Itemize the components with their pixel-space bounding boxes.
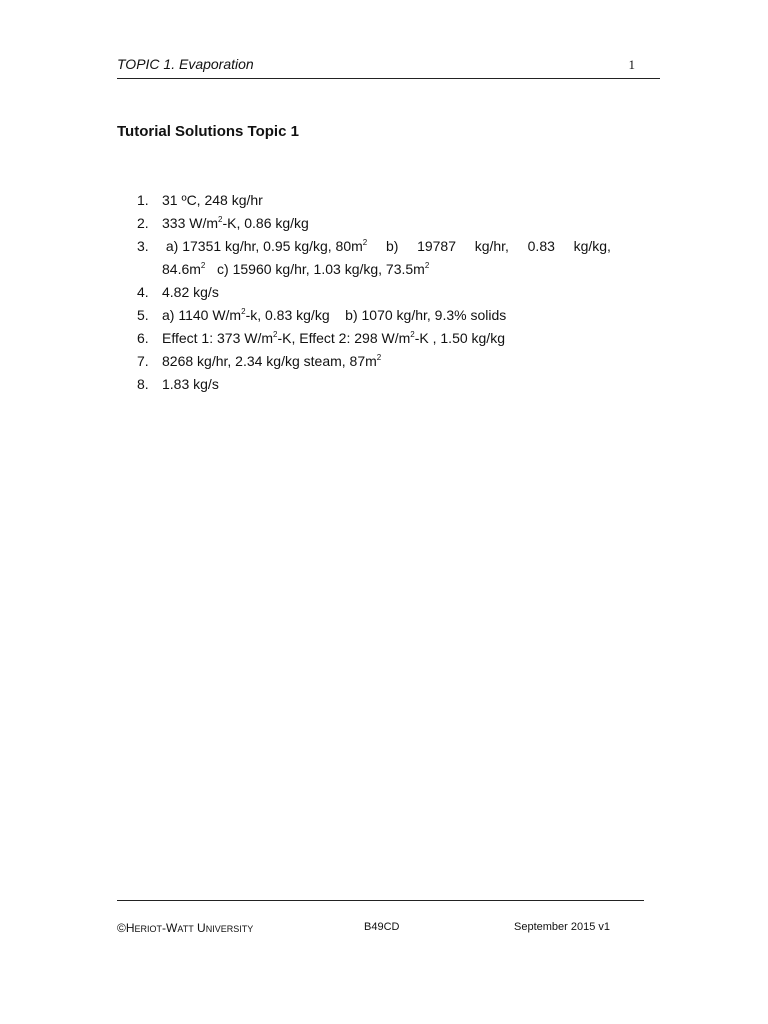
answer-text bbox=[162, 235, 611, 281]
superscript: 2 bbox=[200, 261, 206, 270]
page-number: 1 bbox=[628, 57, 635, 72]
footer-course-code: B49CD bbox=[364, 921, 400, 933]
org-name-part: NIVERSITY bbox=[205, 924, 254, 934]
answer-part-b-label: b) bbox=[385, 238, 399, 254]
page-header bbox=[117, 56, 660, 79]
answer-part-a bbox=[162, 235, 367, 258]
superscript: 2 bbox=[273, 330, 278, 339]
answer-line-2 bbox=[162, 258, 611, 281]
answer-text-part: a) 17351 kg/hr, 0.95 kg/kg, 80m bbox=[165, 238, 363, 254]
answer-item-6 bbox=[137, 327, 611, 350]
superscript: 2 bbox=[376, 353, 382, 362]
footer-date: September 2015 v1 bbox=[514, 921, 611, 933]
answer-item-8 bbox=[137, 373, 611, 396]
answer-number: 5. bbox=[137, 307, 149, 323]
answer-text bbox=[162, 327, 611, 350]
answer-text-part: -k, 0.83 kg/kg bbox=[245, 307, 330, 323]
answer-number: 6. bbox=[137, 330, 149, 346]
answer-number: 3. bbox=[137, 238, 149, 254]
answer-item-7 bbox=[137, 350, 611, 373]
answer-number: 4. bbox=[137, 284, 149, 300]
superscript: 2 bbox=[362, 238, 368, 247]
answer-number: 2. bbox=[137, 215, 149, 231]
org-name-part: ERIOT bbox=[134, 924, 163, 934]
footer-divider bbox=[117, 900, 644, 901]
org-name-part: H bbox=[125, 921, 135, 935]
answer-item-5 bbox=[137, 304, 611, 327]
document-title: Tutorial Solutions Topic 1 bbox=[117, 123, 299, 140]
answer-text-part: -K, 0.86 kg/kg bbox=[222, 215, 309, 231]
answer-part-c: c) 15960 kg/hr, 1.03 kg/kg, 73.5m bbox=[217, 261, 425, 277]
answer-word: 19787 bbox=[417, 238, 457, 254]
answer-number: 1. bbox=[137, 192, 149, 208]
org-name-part: - bbox=[162, 921, 167, 935]
org-name-part: W bbox=[166, 921, 178, 935]
answer-word: kg/hr, bbox=[474, 238, 509, 254]
footer-copyright bbox=[117, 921, 253, 935]
answer-text-part: -K, Effect 2: 298 W/m bbox=[277, 330, 411, 346]
answer-text-part: 333 W/m bbox=[162, 215, 219, 231]
header-title: TOPIC 1. Evaporation bbox=[117, 56, 254, 72]
answer-part-b: b) 1070 kg/hr, 9.3% solids bbox=[345, 307, 507, 323]
answer-text bbox=[162, 350, 611, 373]
answer-text-part: Effect 1: 373 W/m bbox=[162, 330, 274, 346]
superscript: 2 bbox=[218, 215, 223, 224]
superscript: 2 bbox=[241, 307, 246, 316]
answer-text: 1.83 kg/s bbox=[162, 376, 219, 392]
answer-item-2 bbox=[137, 212, 611, 235]
answer-number: 8. bbox=[137, 376, 149, 392]
answer-line-1 bbox=[162, 235, 611, 258]
answer-word: kg/kg, bbox=[573, 238, 611, 254]
answer-text: 4.82 kg/s bbox=[162, 284, 219, 300]
answer-text: 31 ºC, 248 kg/hr bbox=[162, 192, 263, 208]
org-name-part: U bbox=[197, 921, 206, 935]
answer-list bbox=[137, 189, 611, 396]
answer-number: 7. bbox=[137, 353, 149, 369]
answer-text bbox=[162, 304, 611, 327]
answer-item-4 bbox=[137, 281, 611, 304]
answer-word: 0.83 bbox=[527, 238, 555, 254]
answer-text-part: 8268 kg/hr, 2.34 kg/kg steam, 87m bbox=[162, 353, 377, 369]
answer-item-1 bbox=[137, 189, 611, 212]
superscript: 2 bbox=[410, 330, 415, 339]
superscript: 2 bbox=[424, 261, 430, 270]
copyright-symbol: © bbox=[117, 921, 126, 935]
answer-text-part: 84.6m bbox=[162, 261, 201, 277]
answer-text-part: a) 1140 W/m bbox=[162, 307, 242, 323]
answer-text bbox=[162, 212, 611, 235]
org-name-part: ATT bbox=[177, 924, 194, 934]
answer-text-part: -K , 1.50 kg/kg bbox=[414, 330, 505, 346]
answer-item-3 bbox=[137, 235, 611, 281]
